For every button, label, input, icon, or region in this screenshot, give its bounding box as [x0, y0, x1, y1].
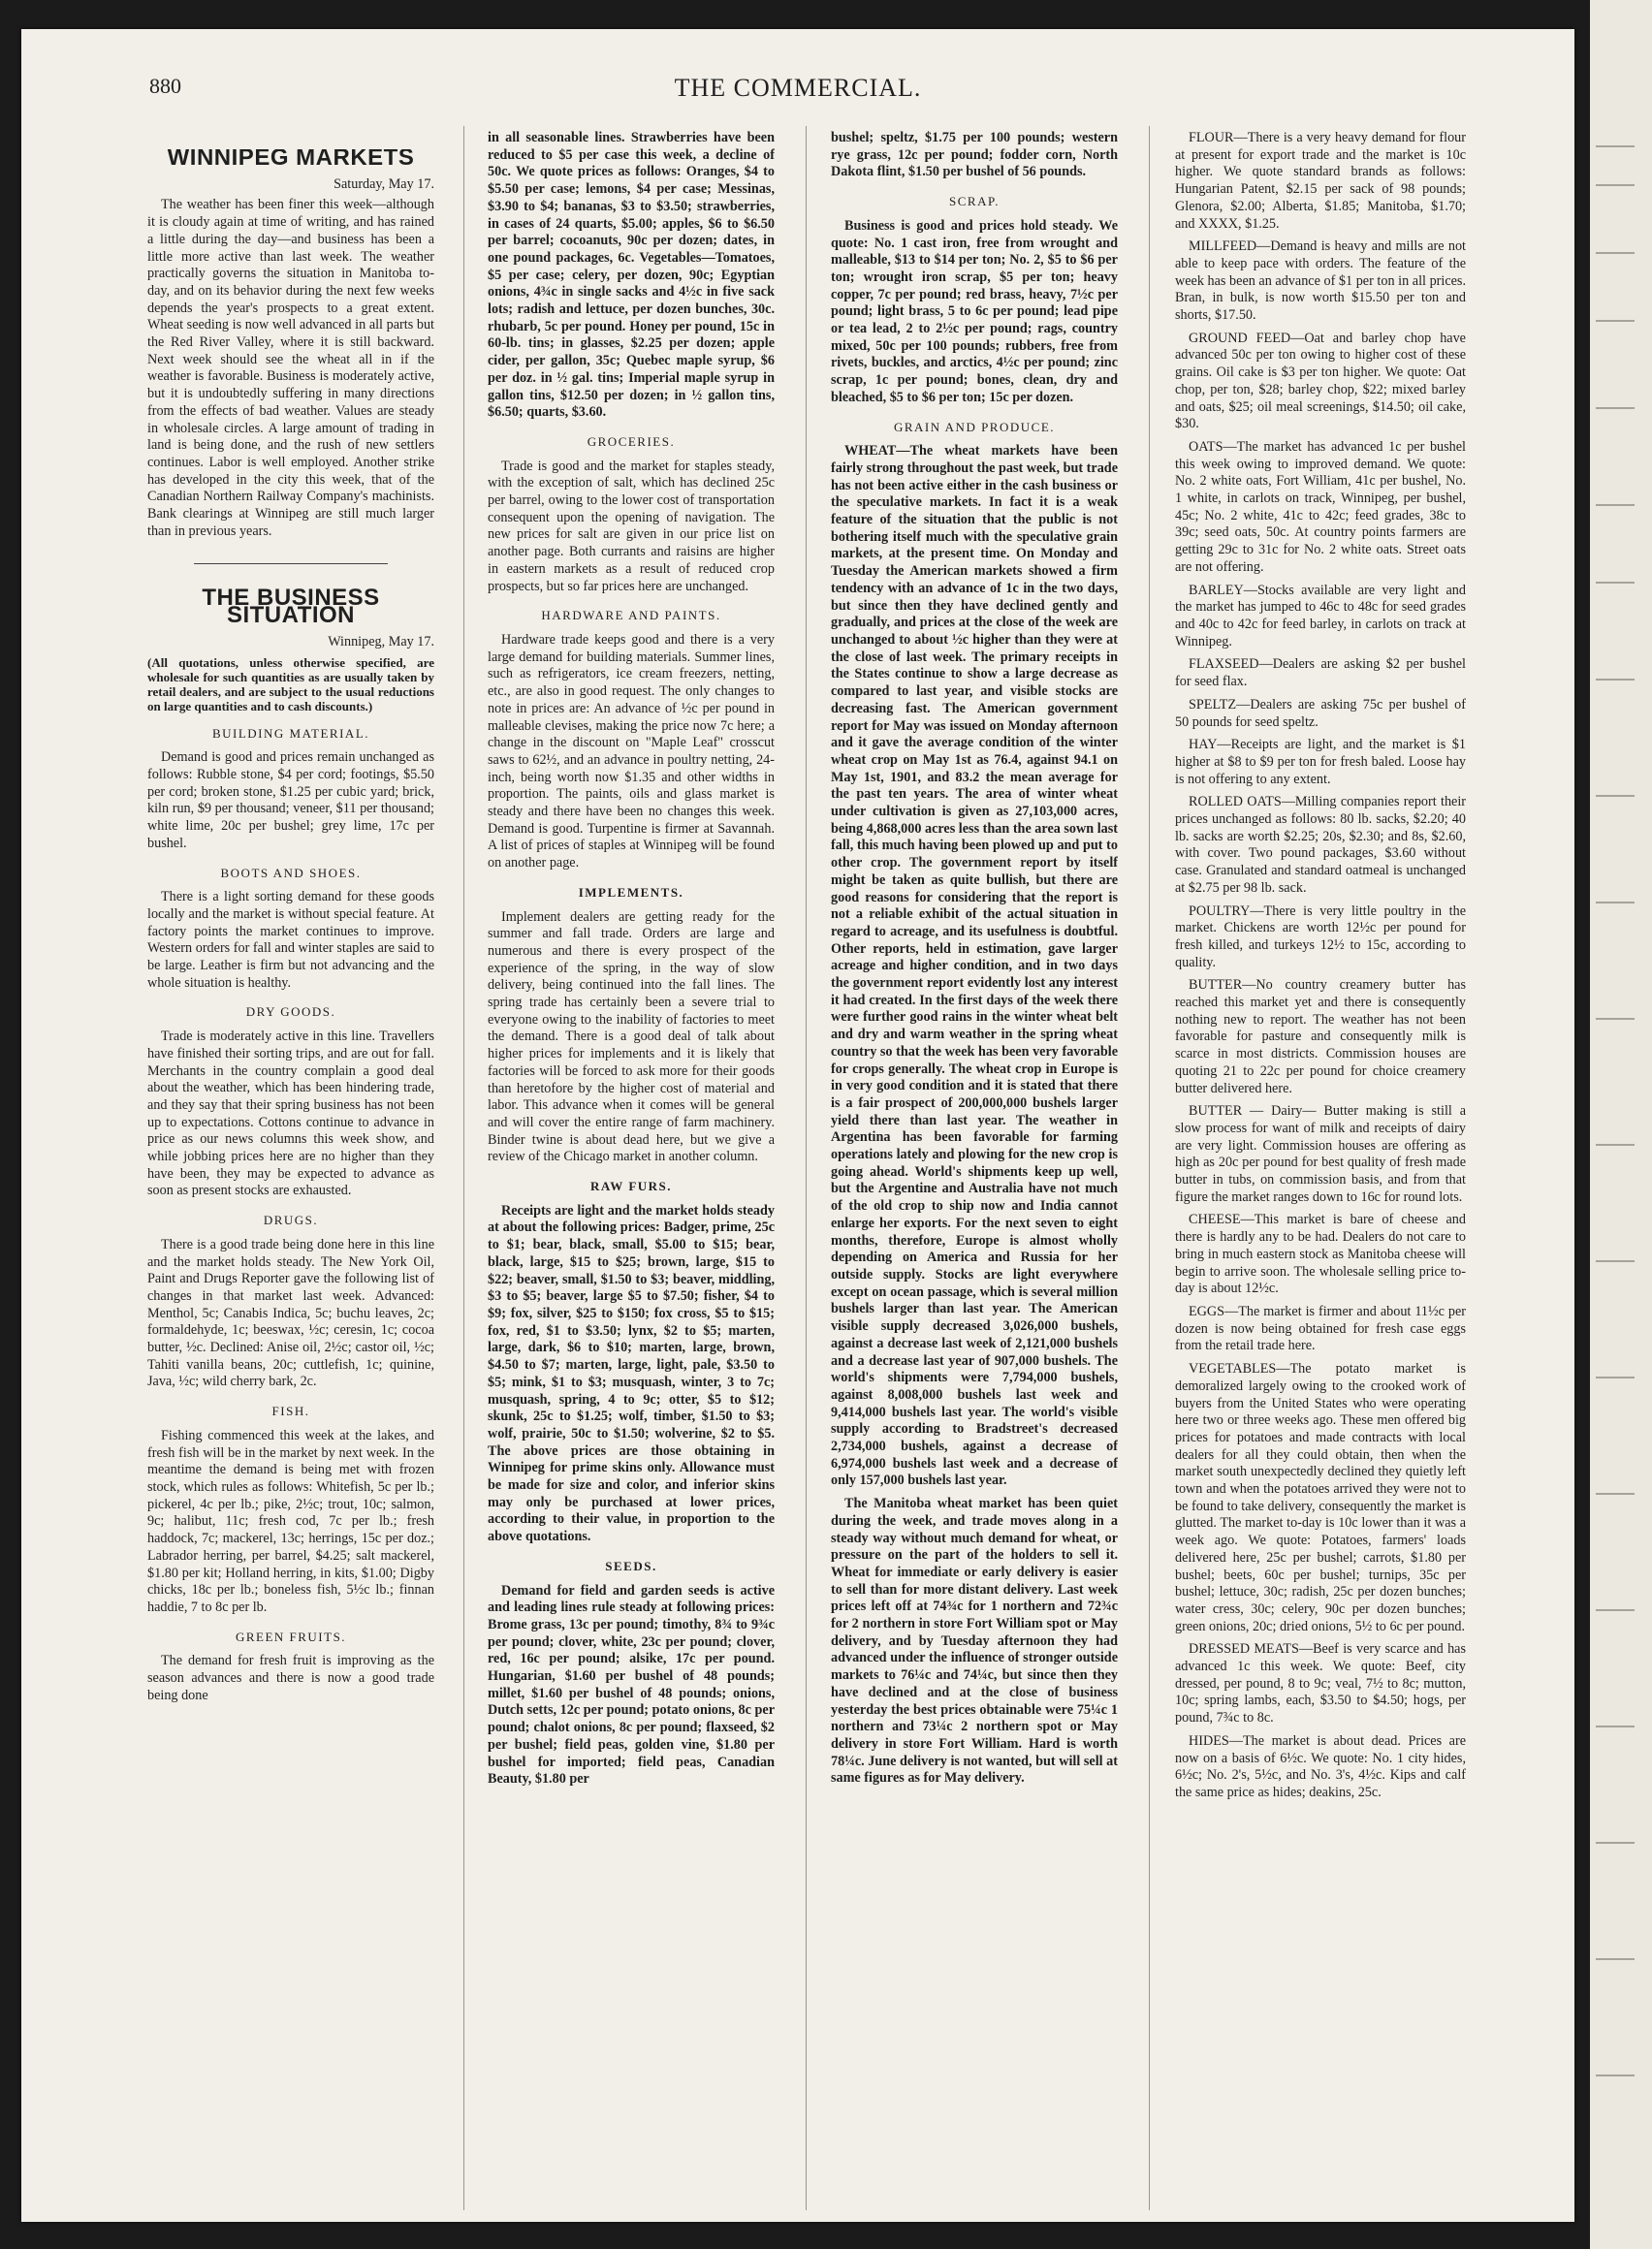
dateline: Saturday, May 17.: [334, 175, 434, 192]
page-number: 880: [149, 74, 181, 98]
article-paragraph: VEGETABLES—The potato market is demoralized largely owing to the crooked work of buyers from the United States who were operating here two or three weeks ago. These men offered big prices for potatoes and made contracts with local dealers for all they could obtain, then when the market south unexpectedly declined they quietly left town and when the potatoes arrived they were not to be found to take delivery, consequently the market is glutted. The market to-day is 10c lower than it was a week ago. We quote: Potatoes, farmers' loads delivered here, 25c per bushel; carrots, $1.80 per bushel; beets, 60c per bushel; turnips, 35c per bushel; lettuce, 30c; radish, 25c per dozen bunches; water cress, 30c; celery, 90c per dozen bunches; green onions, 20c; dried onions, 5½ to 6c per pound.: [1175, 1361, 1466, 1634]
article-paragraph: The weather has been finer this week—although it is cloudy again at time of writing, and has rained a little during the day—and business has been a little more active than last week. The weather practically governs the situation in Manitoba to-day, and on its behavior during the next few weeks depends the year's prospects to a great extent. Wheat seeding is now well advanced in all parts but the Red River Valley, where it is still backward. Next week should see the wheat all in if the weather is favorable. Business is moderately active, but it is undoubtedly suffering in many directions from the effects of bad weather. Values are steady in wholesale circles. A large amount of trading in land is being done, and the rush of new settlers continues. Labor is well employed. Another strike has developed in the city this week, that of the Canadian Northern Railway Company's machinists. Bank clearings at Winnipeg are still much larger than in previous years.: [147, 197, 434, 539]
section-heading: GROCERIES.: [587, 433, 676, 449]
adjacent-page-edge: [1590, 0, 1652, 2249]
article-paragraph: FLAXSEED—Dealers are asking $2 per bushel for seed flax.: [1175, 656, 1466, 690]
article-paragraph: GROUND FEED—Oat and barley chop have advanced 50c per ton owing to higher cost of these grains. Oil cake is $3 per ton higher. We quote: Oat chop, per ton, $28; barley chop, $22; mixed barley and oats, $25; oil meal screenings, $14.50; oil cake, $30.: [1175, 330, 1466, 432]
article-paragraph: DRESSED MEATS—Beef is very scarce and has advanced 1c this week. We quote: Beef, city dressed, per pound, 8 to 9c; veal, 7½ to 8c; mutton, 10c; spring lambs, each, $3.50 to $4.50; hogs, per pound, 7¾c to 8c.: [1175, 1641, 1466, 1726]
column-3: [831, 130, 1118, 2117]
article-paragraph: EGGS—The market is firmer and about 11½c per dozen is now being obtained for fresh case eggs from the retail trade here.: [1175, 1304, 1466, 1354]
column-divider: [463, 126, 464, 2210]
business-situation-heading: THE BUSINESS SITUATION: [202, 585, 380, 629]
section-heading: GREEN FRUITS.: [235, 1629, 347, 1644]
article-paragraph: HIDES—The market is about dead. Prices are now on a basis of 6½c. We quote: No. 1 city hides, 6½c; No. 2's, 5½c, and No. 3's, 4½c. Kips and calf the same price as hides; deakins, 25c.: [1175, 1732, 1466, 1800]
article-paragraph: CHEESE—This market is bare of cheese and there is hardly any to be had. Dealers do not care to bring in much eastern stock as Manitoba cheese will begin to arrive soon. The wholesale selling price to-day is about 12½c.: [1175, 1212, 1466, 1297]
article-paragraph: There is a light sorting demand for these goods locally and the market is without special feature. At factory points the market continues to improve. Western orders for fall and winter staples are said to be large. Leather is firm but not advancing and the whole situation is healthy.: [147, 889, 434, 991]
column-2: [488, 130, 775, 2117]
section-rule: [194, 563, 388, 564]
column-1: [147, 149, 434, 2137]
article-paragraph: HAY—Receipts are light, and the market is $1 higher at $8 to $9 per ton for fresh baled. Loose hay is not offering to any extent.: [1175, 737, 1466, 787]
column-divider: [1149, 126, 1150, 2210]
article-paragraph: Trade is good and the market for staples steady, with the exception of salt, which has declined 25c per barrel, owing to the lower cost of transportation consequent upon the opening of navigation. The new prices for salt are given in our price list on another page. Both currants and raisins are higher in eastern markets as a result of reduced crop prospects, but so far prices here are unchanged.: [488, 458, 775, 594]
section-heading: DRY GOODS.: [245, 1004, 336, 1020]
section-heading: BOOTS AND SHOES.: [220, 865, 362, 880]
quotations-note: (All quotations, unless otherwise specified, are wholesale for such quantities as are usually taken by retail dealers, and are subject to the usual reductions on large quantities and to cash discounts.): [147, 654, 434, 713]
article-paragraph: FLOUR—There is a very heavy demand for flour at present for export trade and the market is 10c higher. We quote standard brands as follows: Hungarian Patent, $2.15 per sack of 98 pounds; Glenora, $2.00; Alberta, $1.85; Manitoba, $1.70; and XXXX, $1.25.: [1175, 130, 1466, 232]
article-paragraph: MILLFEED—Demand is heavy and mills are not able to keep pace with orders. The feature of the week has been an advance of $1 per ton in all prices. Bran, in bulk, is now worth $15.50 per ton and shorts, $17.50.: [1175, 238, 1466, 324]
section-heading: SEEDS.: [605, 1558, 657, 1573]
winnipeg-markets-heading: WINNIPEG MARKETS: [167, 149, 415, 171]
column-4: [1175, 130, 1466, 2117]
article-paragraph: The demand for fresh fruit is improving as the season advances and there is now a good trade being done: [147, 1653, 434, 1703]
article-paragraph: SPELTZ—Dealers are asking 75c per bushel of 50 pounds for seed speltz.: [1175, 696, 1466, 730]
column-divider: [806, 126, 807, 2210]
section-heading: GRAIN AND PRODUCE.: [893, 419, 1056, 434]
section-heading: DRUGS.: [263, 1213, 319, 1228]
section-heading: BUILDING MATERIAL.: [211, 725, 370, 741]
article-paragraph: Receipts are light and the market holds steady at about the following prices: Badger, prime, 25c to $1; bear, black, small, $5.00 to $15; bear, black, large, $15 to $25; brown, large, $15 to $22; beaver, small, $1.50 to $3; beaver, middling, $3 to $5; beaver, large $5 to $7.50; fisher, $4 to $9; fox, silver, $25 to $150; fox cross, $5 to $15; fox, red, $1 to $3.50; lynx, $2 to $5; marten, large, dark, $6 to $10; marten, large, brown, $4.50 to $7; marten, large, light, pale, $3.50 to $5; mink, $1 to $3; musquash, winter, 3 to 7c; musquash, spring, 4 to 9c; otter, $5 to $12; skunk, 25c to $1.25; wolf, timber, $1.50 to $3; wolf, prairie, 50c to $1.50; wolverine, $2 to $5. The above prices are those obtaining in Winnipeg for prime skins only. Allowance must be made for size and color, and inferior skins may only be purchased at lower prices, according to their value, in proportion to the above quotations.: [488, 1202, 775, 1545]
section-heading: FISH.: [271, 1404, 310, 1419]
article-paragraph: WHEAT—The wheat markets have been fairly strong throughout the past week, but trade has not been active either in the cash business or the speculative markets. In fact it is a weak feature of the situation that the public is not bothering itself much with the speculative grain markets, at the present time. On Monday and Tuesday the American markets showed a firm tendency with an advance of 1c in the two days, but since then they have declined gently and gradually, and prices at the close of the week are unchanged to about ½c higher than they were at the close of last week. The primary receipts in the States continue to show a large decrease as compared to last year, and visible stocks are decreasing fast. The American government report for May was issued on Monday afternoon and it gave the average condition of the winter wheat crop on May 1st as 76.4, against 94.1 on May 1st, 1901, and 83.2 the mean average for the past ten years. The area of winter wheat under cultivation is given as 27,103,000 acres, being 4,868,000 acres less than the area sown last fall, this much having been plowed up and put to other crop. The government report by itself might be taken as quite bullish, but there are good reasons for considering that the report is not a reliable exhibit of the actual situation in regard to acreage, and its usefulness is doubtful. Other reports, held in estimation, gave larger acreage and higher condition, and in two days the government report evidently lost any interest it had created. In the first days of the week there were further good rains in the winter wheat belt and dry and warm weather in the spring wheat country so that the week has been very favorable for crops generally. The wheat crop in Europe is in very good condition and it is stated that there is a fair prospect of 200,000,000 bushels larger yield there than last year. The weather in Argentina has been favorable for farming operations lately and plowing for the new crop is going ahead. World's shipments keep up well, but the Argentine and Australia have not much of the old crop to ship now and India cannot enlarge her exports. For the next seven to eight months, therefore, Europe is almost wholly depending on America and Russia for her outside supply. Stocks are light everywhere except on ocean passage, which is several million bushels larger than last year. The American visible supply decreased 3,026,000 bushels, against a decrease last week of 2,121,000 bushels and a decrease last year of 907,000 bushels. The world's shipments were 7,794,000 bushels, against 8,008,000 bushels last week and 9,414,000 bushels last year. The world's visible supply according to Bradstreet's decreased 2,734,000 bushels, against a decrease of 6,974,000 bushels last week and a decrease of only 157,000 bushels last year.: [831, 443, 1118, 1489]
article-paragraph: OATS—The market has advanced 1c per bushel this week owing to improved demand. We quote: No. 2 white oats, Fort William, 41c per bushel, No. 1 white, in carlots on track, Winnipeg, per bushel, 45c; No. 2 white, 41c to 42c; feed grades, 38c to 39c; seed oats, 50c. At country points farmers are getting 29c to 31c for No. 2 white oats. Street oats are not offering.: [1175, 438, 1466, 575]
article-paragraph: Fishing commenced this week at the lakes, and fresh fish will be in the market by next week. In the meantime the demand is being met with frozen stock, which rules as follows: Whitefish, 5c per lb.; pickerel, 4c per lb.; pike, 2½c; trout, 10c; salmon, 9c; halibut, 11c; fresh cod, 7c per lb.; fresh haddock, 7c; mackerel, 13c; herrings, 15c per doz.; Labrador herring, per barrel, $4.25; salt mackerel, $1.80 per kit; Holland herring, in kits, $1.00; Digby chicks, 18c per lb.; boneless fish, 5½c lb.; finnan haddie, 7 to 8c per lb.: [147, 1427, 434, 1615]
newspaper-page: [21, 29, 1574, 2222]
section-heading: HARDWARE AND PAINTS.: [541, 608, 721, 623]
article-paragraph: Hardware trade keeps good and there is a very large demand for building materials. Summer lines, such as refrigerators, ice cream freezers, netting, etc., are also in good request. The only changes to note in prices are: An advance of ½c per pound in malleable clevises, making the price now 7c here; a change in the discount on "Maple Leaf" crosscut saws to 62½, and an advance in poultry netting, 24-inch, being worth now $1.35 and other widths in proportion. The paints, oils and glass market is steady and there have been no changes this week. Demand is good. Turpentine is firmer at Savannah. A list of prices of staples at Winnipeg will be found on another page.: [488, 631, 775, 871]
article-paragraph: BUTTER — Dairy— Butter making is still a slow process for want of milk and receipts of dairy are very light. Commission houses are offering as high as 20c per pound for best quality of fresh made butter in tubs, on commission basis, and from that figure the market ranges down to 16c for round lots.: [1175, 1103, 1466, 1205]
dateline: Winnipeg, May 17.: [328, 633, 434, 649]
article-paragraph: BUTTER—No country creamery butter has reached this market yet and there is consequently nothing new to report. The weather has not been favorable for pasture and consequently milk is scarce in most districts. Commission houses are quoting 21 to 22c per pound for choice creamery butter delivered here.: [1175, 977, 1466, 1096]
section-heading: RAW FURS.: [589, 1179, 673, 1194]
article-paragraph: BARLEY—Stocks available are very light and the market has jumped to 46c to 48c for seed grades and 40c to 42c for feed barley, in carlots on track at Winnipeg.: [1175, 582, 1466, 649]
article-paragraph: The Manitoba wheat market has been quiet during the week, and trade moves along in a steady way without much demand for wheat, or pressure on the part of the holders to sell it. Wheat for immediate or early delivery is easier to sell than for more distant delivery. Last week prices left off at 74¾c for 1 northern and 72¾c for 2 northern in store Fort William spot or May delivery, and by Tuesday afternoon they had advanced under the influence of stronger outside markets to 76¼c and 74¼c, but since then they have declined and at the close of business yesterday the best prices obtainable were 75¼c 1 northern and 73¼c 2 northern spot or May delivery in store Fort William. Hard is worth 78¼c. June delivery is not wanted, but will sell at same figures as for May delivery.: [831, 1496, 1118, 1787]
article-paragraph: in all seasonable lines. Strawberries have been reduced to $5 per case this week, a decline of 50c. We quote prices as follows: Oranges, $4 to $5.50 per case; lemons, $4 per case; Messinas, $3.90 to $4; bananas, $3 to $3.50; strawberries, in cases of 24 quarts, $5.00; apples, $6 to $6.50 per barrel; cocoanuts, 90c per dozen; dates, in one pound packages, 6c. Vegetables—Tomatoes, $5 per case; celery, per dozen, 90c; Egyptian onions, 4¾c in single sacks and 4½c in five sack lots; radish and lettuce, per dozen bunches, 30c. rhubarb, 5c per pound. Honey per pound, 15c in 60-lb. tins; in glasses, $2.25 per dozen; apple cider, per gallon, 35c; Quebec maple syrup, $6 per doz. in ½ gal. tins; Imperial maple syrup in gallon tins, $12.50 per dozen; in ½ gallon tins, $6.50; quarts, $3.60.: [488, 130, 775, 421]
section-heading: SCRAP.: [949, 194, 1000, 209]
article-paragraph: POULTRY—There is very little poultry in the market. Chickens are worth 12½c per pound for fresh killed, and turkeys 12½ to 15c, according to quality.: [1175, 903, 1466, 970]
page-header: [21, 74, 1574, 109]
article-paragraph: ROLLED OATS—Milling companies report their prices unchanged as follows: 80 lb. sacks, $2.20; 40 lb. sacks are worth $2.25; 20s, $2.30; and 8s, $2.60, with cover. Two pound packages, $3.60 without case. Granulated and standard oatmeal is unchanged at $2.75 per 98 lb. sack.: [1175, 794, 1466, 896]
article-paragraph: There is a good trade being done here in this line and the market holds steady. The New York Oil, Paint and Drugs Reporter gave the following list of changes in that market last week. Advanced: Menthol, 5c; Canabis Indica, 5c; buchu leaves, 2c; formaldehyde, 1c; beeswax, ½c; ceresin, 1c; cocoa butter, ½c. Declined: Anise oil, 2½c; castor oil, ½c; Tahiti vanilla beans, 20c; cuttlefish, 1c; quinine, Java, ½c; wild cherry bark, 2c.: [147, 1236, 434, 1390]
article-paragraph: Demand for field and garden seeds is active and leading lines rule steady at following prices: Brome grass, 13c per pound; timothy, 8¾ to 9¾c per pound; clover, white, 23c per pound; clover, red, 16c per pound; alsike, 17c per pound. Hungarian, $1.60 per bushel of 48 pounds; millet, $1.60 per bushel of 48 pounds; onions, Dutch setts, 12c per pound; potato onions, 8c per pound; chalot onions, 8c per pound; flaxseed, $2 per bushel; field peas, golden vine, $1.80 per bushel for imported; field peas, Canadian Beauty, $1.80 per: [488, 1582, 775, 1788]
article-paragraph: Demand is good and prices remain unchanged as follows: Rubble stone, $4 per cord; footings, $5.50 per cord; broken stone, $1.25 per cubic yard; brick, kiln run, $9 per thousand; veneer, $11 per thousand; white lime, 20c per bushel; grey lime, 17c per bushel.: [147, 749, 434, 851]
masthead: THE COMMERCIAL.: [674, 74, 922, 102]
article-paragraph: Trade is moderately active in this line. Travellers have finished their sorting trips, and are out for fall. Merchants in the country complain a good deal about the weather, which has been hindering trade, and they say that their spring business has not been up to expectations. Cottons continue to advance in price as our news columns this week show, and while jobbing prices here are no higher than they have been, they may be expected to advance as soon as present stocks are exhausted.: [147, 1029, 434, 1199]
article-paragraph: bushel; speltz, $1.75 per 100 pounds; western rye grass, 12c per pound; fodder corn, North Dakota flint, $1.50 per bushel of 56 pounds.: [831, 130, 1118, 180]
article-paragraph: Implement dealers are getting ready for the summer and fall trade. Orders are large and numerous and there is every prospect of the experience of the spring, in the way of slow delivery, being continued into the fall lines. The spring trade has certainly been a severe trial to everyone owing to the inability of factories to meet the demand. There is a good deal of talk about higher prices for implements and it is likely that factories will be forced to ask more for their goods than heretofore by the higher cost of material and labor. This advance when it comes will be general and will cover the entire range of farm machinery. Binder twine is about dead here, but we give a review of the Chicago market in another column.: [488, 908, 775, 1165]
section-heading: IMPLEMENTS.: [578, 884, 684, 900]
article-paragraph: Business is good and prices hold steady. We quote: No. 1 cast iron, free from wrought and malleable, $13 to $14 per ton; No. 2, $5 to $6 per ton; wrought iron scrap, $5 per ton; heavy copper, 7c per pound; red brass, heavy, 7½c per pound; light brass, 5 to 6c per pound; lead pipe or tea lead, 2 to 2½c per pound; rags, country mixed, 50c per 100 pounds; rubbers, free from rivets, buckles, and arctics, 4½c per pound; zinc scrap, 1c per pound; bones, clean, dry and bleached, $5 to $6 per ton; 15c per dozen.: [831, 217, 1118, 405]
